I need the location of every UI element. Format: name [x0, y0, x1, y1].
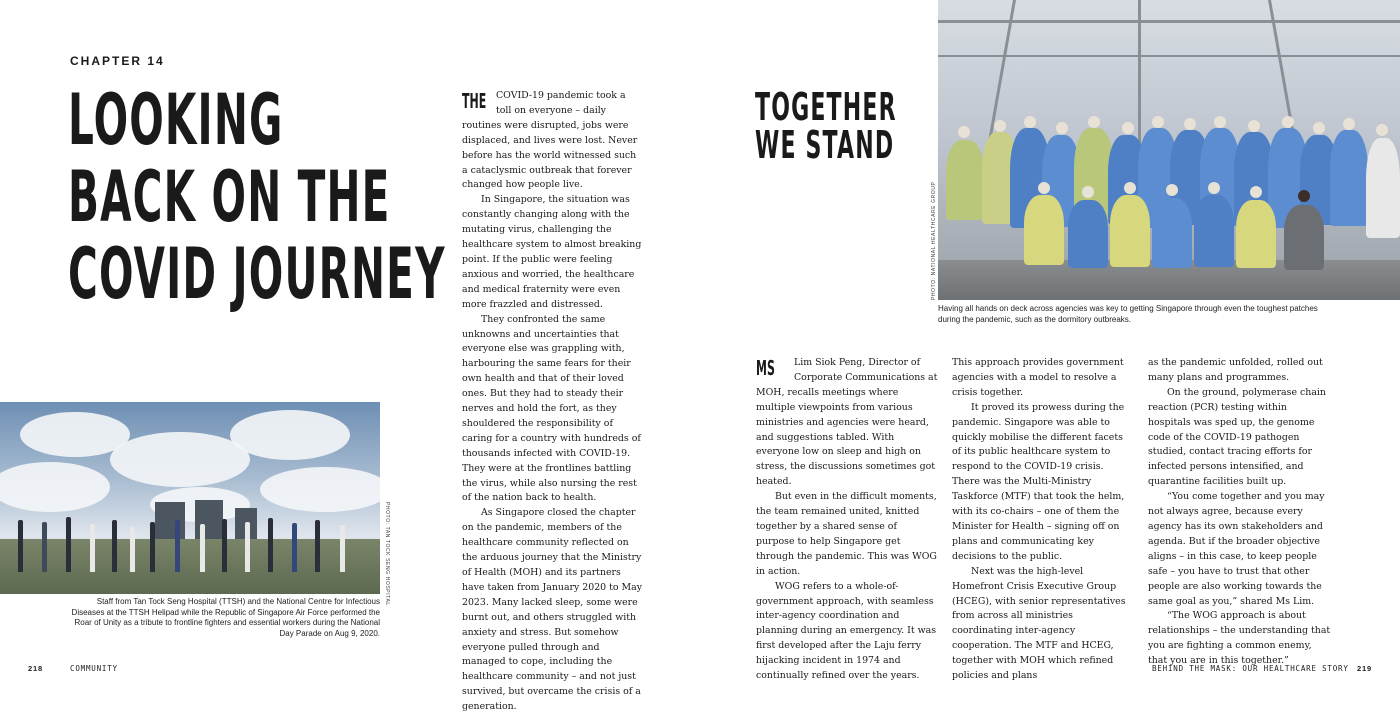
team-photo: [938, 0, 1400, 300]
left-body-text: [462, 89, 642, 715]
running-title: BEHIND THE MASK: OUR HEALTHCARE STORY: [1152, 664, 1349, 673]
left-photo-caption: Staff from Tan Tock Seng Hospital (TTSH) and the National Centre for Infectious Diseases at the TTSH Helipad while the Republic of Singapore Air Force performed the Roar of Unity as a tribute to frontline fighters and essential workers during the National Day Parade on Aug 9, 2020.: [71, 597, 380, 638]
column-2-lead: This approach provides government agencies with a model to resolve a crisis together.: [952, 357, 1124, 398]
column-3-paragraph-2: “You come together and you may not always agree, because every agency has its own stakeholders and agenda. But if the broader objective aligns – in this case, to keep people safe – you have to trust that other people are also working towards the same goal as you,” shared Ms Lim.: [1148, 491, 1325, 607]
right-photo-caption: Having all hands on deck across agencies was key to getting Singapore through even the toughest patches during the pandemic, such as the dormitory outbreaks.: [938, 304, 1318, 324]
right-page-number: 219: [1357, 664, 1372, 673]
chapter-title-line-1: LOOKING: [68, 79, 284, 161]
chapter-title-line-3: COVID JOURNEY: [68, 233, 446, 315]
chapter-title-line-2: BACK ON THE: [68, 156, 391, 238]
helipad-photo: [0, 402, 380, 594]
right-body-column-2: [952, 356, 1134, 684]
right-body-column-3: [1148, 356, 1332, 669]
column-3-paragraph-3: “The WOG approach is about relationships – the understanding that you are fighting a common enemy, that you are in this together.”: [1148, 610, 1331, 667]
column-1-paragraph-1: But even in the difficult moments, the team remained united, knitted together by a shared sense of purpose to help Singapore get through the pandemic. This was WOG in action.: [756, 491, 937, 577]
body-paragraph-3: As Singapore closed the chapter on the pandemic, members of the healthcare community reflected on the arduous journey that the Ministry of Health (MOH) and its partners have taken from January 2020 to May 2023. Many lacked sleep, some were burnt out, and others struggled with anxiety and stress. But somehow everyone pulled through and managed to cope, including the healthcare community – and not just survived, but overcame the crisis of a generation.: [462, 507, 643, 713]
right-photo-credit: PHOTO: NATIONAL HEALTHCARE GROUP: [931, 181, 937, 300]
section-title: [755, 85, 897, 167]
body-lead-paragraph: COVID-19 pandemic took a toll on everyone – daily routines were disrupted, jobs were displaced, and lives were lost. Never before has the world witnessed such a cataclysmic outbreak that forever changed how people live.: [462, 90, 638, 191]
left-section-label: COMMUNITY: [70, 664, 118, 673]
body-paragraph-1: In Singapore, the situation was constantly changing along with the mutating virus, challenging the healthcare system to almost breaking point. If the public were feeling anxious and worried, the healthcare and medical fraternity were even more frazzled and distressed.: [462, 194, 642, 310]
column-1-lead: Lim Siok Peng, Director of Corporate Communications at MOH, recalls meetings where multiple viewpoints from various ministries and agencies were heard, and suggestions tabled. With everyone low on sleep and high on stress, the discussions sometimes got heated.: [756, 357, 938, 488]
section-title-line-2: WE STAND: [755, 123, 895, 167]
section-title-line-1: TOGETHER: [755, 85, 897, 129]
chapter-title: [68, 79, 446, 315]
right-body-column-1: [756, 356, 938, 684]
left-page-number: 218: [28, 664, 43, 673]
column-2-paragraph-2: Next was the high-level Homefront Crisis Executive Group (HCEG), with senior representatives from across all ministries coordinating inter-agency cooperation. The MTF and HCEG, together with MOH which refined policies and plans: [952, 565, 1126, 682]
body-paragraph-2: They confronted the same unknowns and uncertainties that everyone else was grappling with, harbouring the same fears for their own health and that of their loved ones. But they had to steady their nerves and hold the fort, as they shouldered the responsibility of caring for a country with hundreds of thousands infected with COVID-19. They were at the frontlines battling the virus, while also nursing the rest of the nation back to health.: [462, 313, 641, 504]
column-1-paragraph-2: WOG refers to a whole-of-government approach, with seamless inter-agency coordination and planning during an emergency. It was first developed after the Laju ferry hijacking incident in 1974 and continually refined over the years.: [756, 580, 937, 682]
column-3-lead: as the pandemic unfolded, rolled out many plans and programmes.: [1148, 357, 1323, 383]
left-photo-credit: PHOTO: TAN TOCK SENG HOSPITAL: [384, 502, 390, 606]
chapter-label: CHAPTER 14: [70, 54, 165, 68]
column-dropcap: MS: [756, 356, 775, 380]
body-dropcap: THE: [462, 89, 487, 113]
column-3-paragraph-1: On the ground, polymerase chain reaction (PCR) testing within hospitals was sped up, the genome code of the COVID-19 pathogen studied, contact tracing efforts for infected persons intensified, and quarantine facilities built up.: [1148, 386, 1326, 488]
column-2-paragraph-1: It proved its prowess during the pandemic. Singapore was able to quickly mobilise the different facets of its public healthcare system to respond to the COVID-19 crisis. There was the Multi-Ministry Taskforce (MTF) that took the helm, with its co-chairs – one of them the Minister for Health – signing off on plans and communicating key decisions to the public.: [952, 401, 1125, 562]
